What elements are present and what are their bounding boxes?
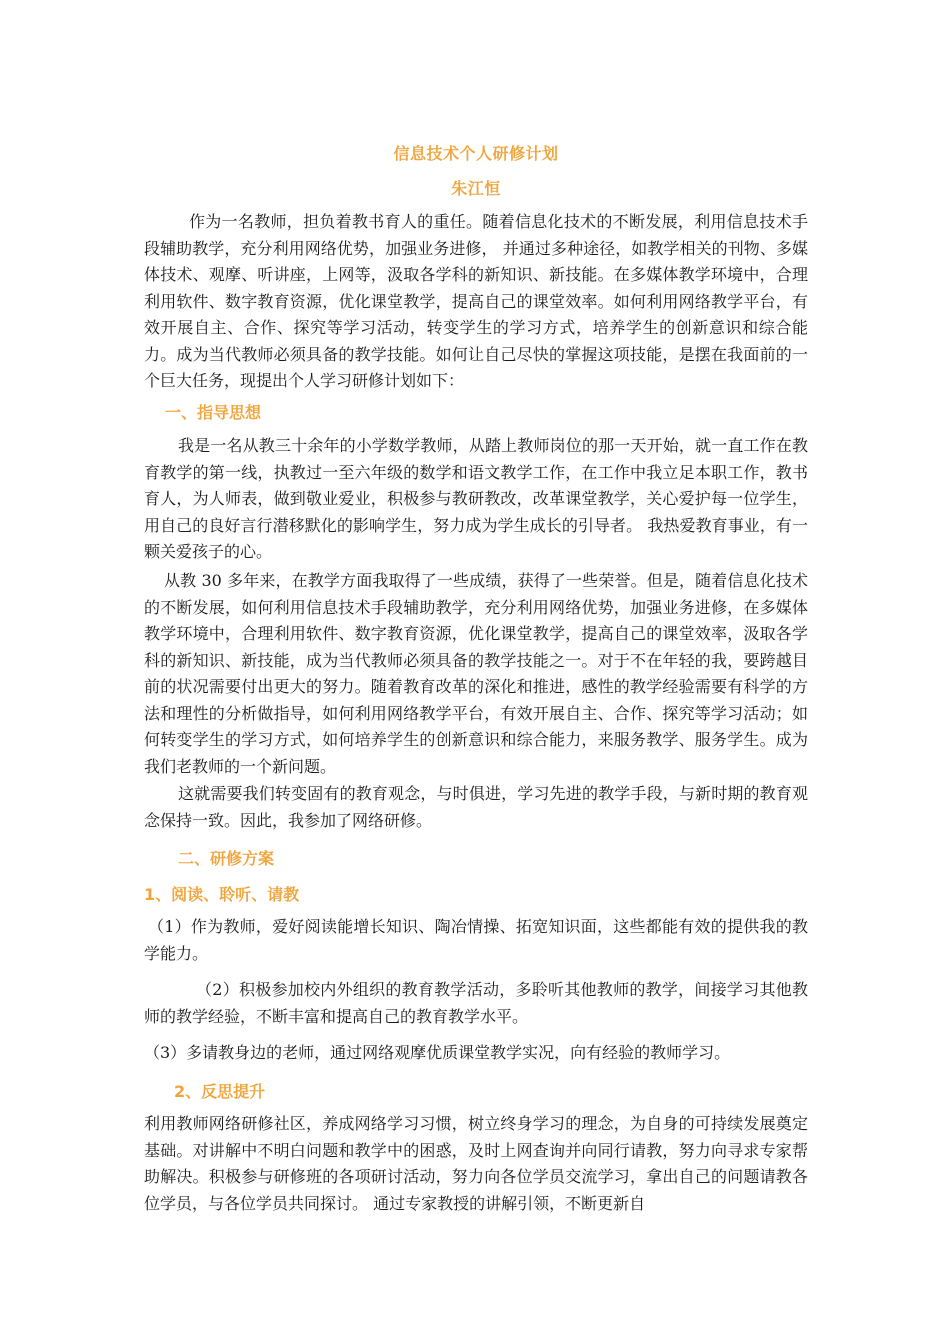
section1-paragraph-1: 我是一名从教三十余年的小学数学教师，从踏上教师岗位的那一天开始，就一直工作在教育教学的第一线，执教过一至六年级的数学和语文教学工作，在工作中我立足本职工作，教书育人，为人师表，做到敬业爱业，积极参与教研教改，改革课堂教学，关心爱护每一位学生，用自己的良好言行潜移默化的影响学生，努力成为学生成长的引导者。 我热爱教育事业，有一颗关爱孩子的心。 [144, 436, 808, 561]
intro-paragraph: 作为一名教师，担负着教书育人的重任。随着信息化技术的不断发展，利用信息技术手段辅助教学，充分利用网络优势，加强业务进修， 并通过多种途径，如教学相关的刊物、多媒体技术、观摩、听讲座，上网等，汲取各学科的新知识、新技能。在多媒体教学环境中，合理利用软件、数字教育资源，优化课堂教学，提高自己的课堂效率。如何利用网络教学平台，有效开展自主、合作、探究等学习活动，转变学生的学习方式，培养学生的创新意识和综合能力。成为当代教师必须具备的教学技能。如何让自己尽快的掌握这项技能，是摆在我面前的一个巨大任务，现提出个人学习研修计划如下： [144, 212, 808, 390]
section-heading-guiding-thought: 一、指导思想 [165, 403, 262, 422]
section1-paragraph-2: 从教 30 多年来，在教学方面我取得了一些成绩，获得了一些荣誉。但是，随着信息化技术的不断发展，如何利用信息技术手段辅助教学，充分利用网络优势，加强业务进修，在多媒体教学环境中，合理利用软件、数字教育资源，优化课堂教学，提高自己的课堂效率，汲取各学科的新知识、新技能，成为当代教师必须具备的教学技能之一。对于不在年轻的我，要跨越目前的状况需要付出更大的努力。随着教育改革的深化和推进，感性的教学经验需要有科学的方法和理性的分析做指导，如何利用网络教学平台，有效开展自主、合作、探究等学习活动；如何转变学生的学习方式，如何培养学生的创新意识和综合能力，来服务教学、服务学生。成为我们老教师的一个新问题。 [144, 571, 808, 776]
list-item-1: （1）作为教师，爱好阅读能增长知识、陶冶情操、拓宽知识面，这些都能有效的提供我的教学能力。 [144, 917, 808, 963]
section2-paragraph-reflection: 利用教师网络研修社区，养成网络学习习惯，树立终身学习的理念，为自身的可持续发展奠定基础。对讲解中不明白问题和教学中的困惑，及时上网查询并向同行请教，努力向寻求专家帮助解决。积极参与研修班的各项研讨活动，努力向各位学员交流学习，拿出自己的问题请教各位学员，与各位学员共同探讨。 通过专家教授的讲解引领，不断更新自 [144, 1114, 808, 1213]
document-title: 信息技术个人研修计划 [393, 144, 559, 163]
document-author: 朱江恒 [451, 179, 501, 198]
section1-paragraph-3: 这就需要我们转变固有的教育观念，与时俱进，学习先进的教学手段，与新时期的教育观念保持一致。因此，我参加了网络研修。 [144, 784, 808, 830]
list-item-3: （3）多请教身边的老师，通过网络观摩优质课堂教学实况，向有经验的教师学习。 [144, 1043, 731, 1062]
list-item-2: （2）积极参加校内外组织的教育教学活动，多聆听其他教师的教学，间接学习其他教师的教学经验，不断丰富和提高自己的教育教学水平。 [144, 980, 808, 1026]
section-heading-study-plan: 二、研修方案 [178, 849, 275, 868]
subsection-heading-reflection: 2、反思提升 [174, 1082, 266, 1101]
subsection-heading-reading: 1、阅读、聆听、请教 [144, 885, 300, 904]
